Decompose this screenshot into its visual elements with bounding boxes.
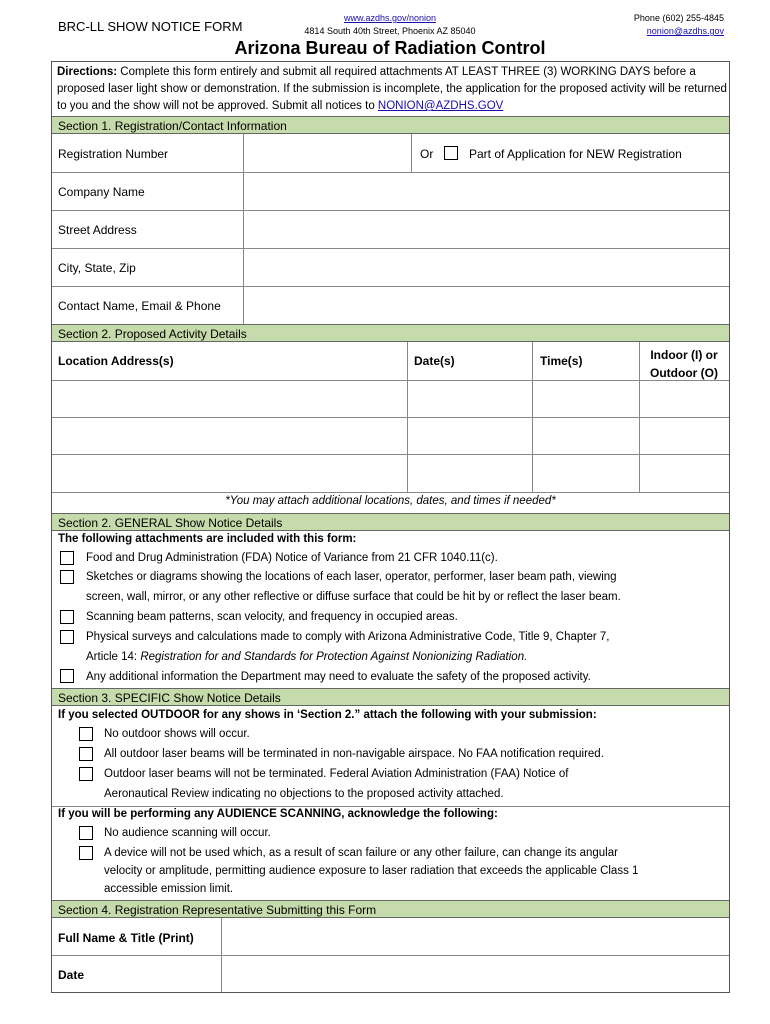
indoor-outdoor-column-header [640,346,728,382]
section2-header: Section 2. Proposed Activity Details [52,324,729,342]
divider [52,210,729,211]
additional-note: *You may attach additional locations, dates, and times if needed* [225,495,556,507]
location-input-row1[interactable] [52,381,407,417]
form-code: BRC-LL SHOW NOTICE FORM [58,19,243,34]
section1-header: Section 1. Registration/Contact Information [52,116,729,134]
attachments-intro: The following attachments are included with this form: [58,533,357,545]
header-right [634,12,724,38]
street-address-field[interactable] [244,211,729,248]
company-name-label: Company Name [58,185,145,199]
additional-info-item: Any additional information the Department may need to evaluate the safety of the proposed activity. [86,671,591,683]
contact-field[interactable] [244,287,729,324]
section2-general-header: Section 2. GENERAL Show Notice Details [52,513,729,531]
sketches-item: Sketches or diagrams showing the locations of each laser, operator, performer, laser beam path, viewing [86,571,617,583]
device-item-cont2: accessible emission limit. [104,883,234,895]
no-outdoor-checkbox[interactable] [79,727,93,741]
directions-text: Complete this form entirely and submit all required attachments AT LEAST THREE (3) WORKING DAYS before a proposed laser light show or demonstration. If the submission is incomplete, the application for the proposed activity will be returned to you and the show will not be approved. Submit all notices to [57,66,727,112]
city-state-zip-label: City, State, Zip [58,261,136,275]
website-link[interactable]: www.azdhs.gov/nonion [343,13,437,23]
divider [52,492,729,493]
divider [407,342,408,492]
or-label: Or [420,147,434,161]
street-address-label: Street Address [58,223,137,237]
header-center [290,12,490,38]
date-field[interactable] [222,956,729,992]
sketches-checkbox[interactable] [60,570,74,584]
section3-header: Section 3. SPECIFIC Show Notice Details [52,688,729,706]
submit-email-link[interactable]: NONION@AZDHS.GOV [377,100,504,112]
divider [52,172,729,173]
divider [411,134,412,172]
fda-item: Food and Drug Administration (FDA) Notice of Variance from 21 CFR 1040.11(c). [86,552,498,564]
no-audience-scanning-item: No audience scanning will occur. [104,827,271,839]
full-name-label: Full Name & Title (Print) [58,931,194,945]
surveys-checkbox[interactable] [60,630,74,644]
address-text: 4814 South 40th Street, Phoenix AZ 85040 [304,26,476,36]
registration-number-field[interactable] [244,134,411,172]
date-column-header: Date(s) [414,354,455,368]
location-input-row2[interactable] [52,418,407,454]
device-checkbox[interactable] [79,846,93,860]
date-label: Date [58,968,85,982]
no-audience-scanning-checkbox[interactable] [79,826,93,840]
time-column-header: Time(s) [540,354,583,368]
divider [52,248,729,249]
audience-intro: If you will be performing any AUDIENCE SCANNING, acknowledge the following: [58,808,498,820]
contact-label: Contact Name, Email & Phone [58,299,221,313]
not-terminated-item-cont: Aeronautical Review indicating no objections to the proposed activity attached. [104,788,504,800]
not-terminated-checkbox[interactable] [79,767,93,781]
indoor-label: Indoor (I) or [650,348,718,362]
new-registration-label: Part of Application for NEW Registration [469,147,682,161]
divider [52,286,729,287]
directions-label: Directions: [57,66,118,78]
device-item: A device will not be used which, as a result of scan failure or any other failure, can change its angular [104,847,618,859]
location-input-row3[interactable] [52,455,407,491]
location-column-header: Location Address(s) [58,354,174,368]
divider [52,806,729,807]
scanning-checkbox[interactable] [60,610,74,624]
registration-number-label: Registration Number [58,147,169,161]
additional-info-checkbox[interactable] [60,669,74,683]
outdoor-intro: If you selected OUTDOOR for any shows in ‘Section 2.” attach the following with your submission: [58,709,597,721]
no-outdoor-item: No outdoor shows will occur. [104,728,250,740]
divider [639,342,640,492]
terminated-checkbox[interactable] [79,747,93,761]
article-title: Registration for and Standards for Protection Against Nonionizing Radiation. [140,651,528,663]
section4-header: Section 4. Registration Representative Submitting this Form [52,900,729,918]
phone-text: Phone (602) 255-4845 [633,13,724,23]
sketches-item-cont: screen, wall, mirror, or any other reflective or diffuse surface that could be hit by or reflect the laser beam. [86,591,621,603]
full-name-field[interactable] [222,918,729,955]
directions [57,64,729,115]
divider [532,342,533,492]
scanning-item: Scanning beam patterns, scan velocity, and frequency in occupied areas. [86,611,458,623]
new-registration-checkbox[interactable] [444,146,458,160]
fda-checkbox[interactable] [60,551,74,565]
device-item-cont: velocity or amplitude, permitting audience exposure to laser radiation that exceeds the applicable Class 1 [104,865,639,877]
outdoor-label: Outdoor (O) [650,366,718,380]
divider [243,134,244,324]
surveys-item: Physical surveys and calculations made to comply with Arizona Administrative Code, Title 9, Chapter 7, [86,631,610,643]
city-state-zip-field[interactable] [244,249,729,286]
surveys-item-cont [86,648,527,668]
not-terminated-item: Outdoor laser beams will not be terminated. Federal Aviation Administration (FAA) Notice of [104,768,569,780]
article-label: Article 14: [86,651,141,663]
divider [221,918,222,992]
page-title: Arizona Bureau of Radiation Control [234,38,546,58]
company-name-field[interactable] [244,173,729,210]
email-link[interactable]: nonion@azdhs.gov [646,26,724,36]
terminated-item: All outdoor laser beams will be terminated in non-navigable airspace. No FAA notification required. [104,748,604,760]
